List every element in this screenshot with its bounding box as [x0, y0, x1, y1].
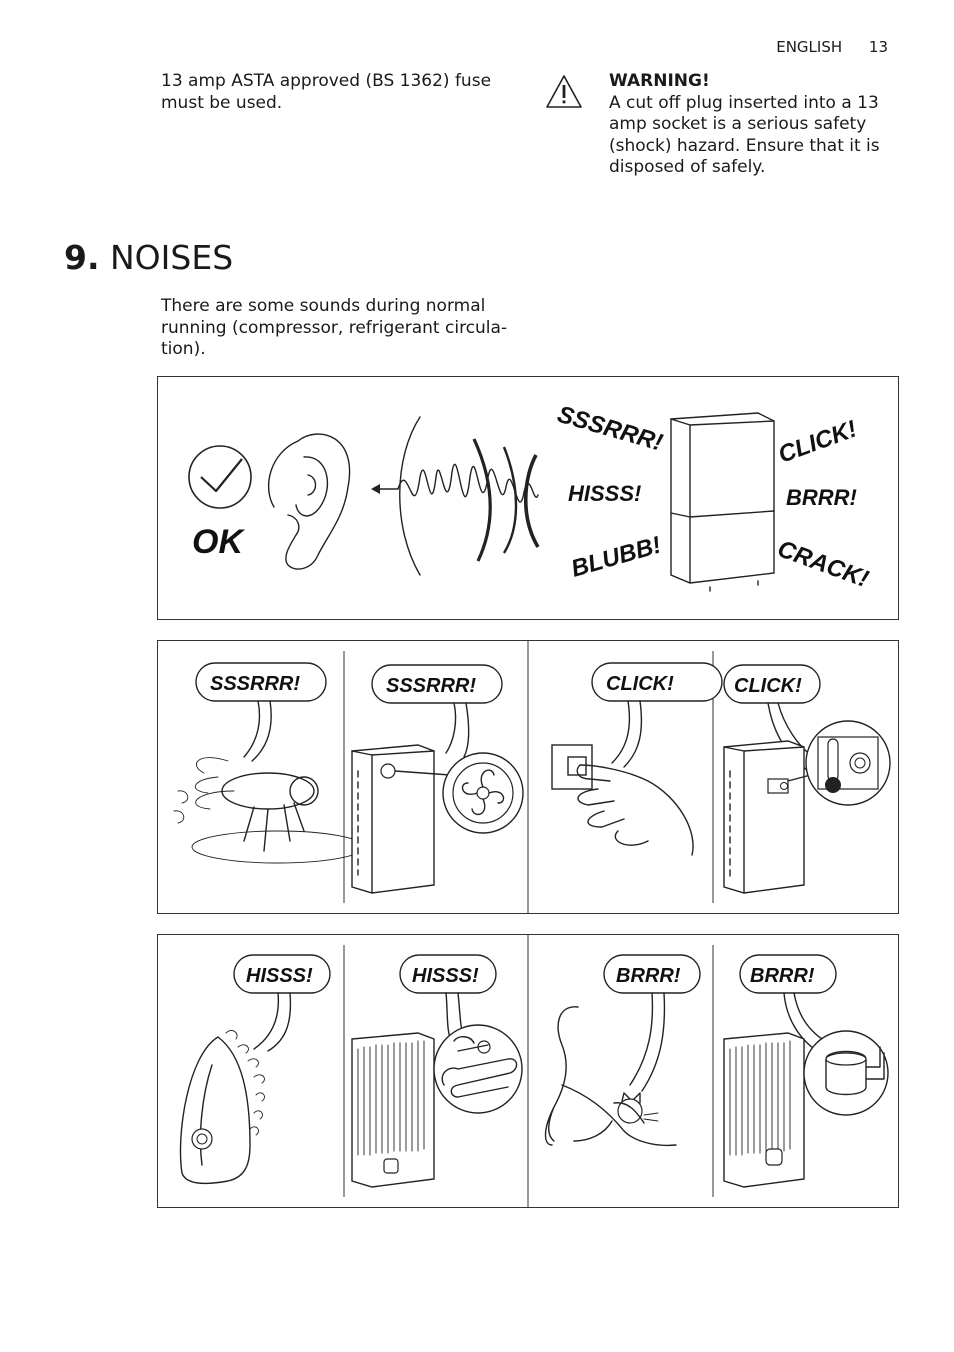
- speech-bubble-text: BRRR!: [616, 965, 681, 987]
- page-number: 13: [868, 38, 888, 56]
- warning-block: [609, 71, 899, 179]
- fridge-compressor-illustration: [724, 955, 888, 1187]
- section-name: NOISES: [110, 238, 234, 277]
- sound-word: CLICK!: [774, 415, 861, 469]
- sound-word: CRACK!: [773, 535, 873, 594]
- section-number: 9.: [64, 238, 100, 277]
- section-title: [64, 238, 233, 277]
- speech-bubble-text: BRRR!: [750, 965, 815, 987]
- warning-title: WARNING!: [609, 71, 710, 91]
- fridge-condenser-illustration: [352, 955, 522, 1187]
- speech-bubble-text: HISSS!: [412, 965, 479, 987]
- speech-bubble-text: SSSRRR!: [210, 673, 301, 695]
- noise-panel-row-1: [157, 640, 899, 914]
- section-intro: There are some sounds during normal running (compressor, refrigerant circula-tion).: [161, 296, 508, 359]
- noise-overview-panel: [157, 376, 899, 620]
- page-header: [776, 38, 888, 56]
- noise-panel-row-2: [157, 934, 899, 1208]
- fridge-fan-illustration: [352, 665, 523, 893]
- ok-label: OK: [192, 523, 243, 561]
- sound-word: BLUBB!: [568, 531, 665, 583]
- speech-bubble-text: SSSRRR!: [386, 675, 477, 697]
- fridge-thermostat-illustration: [724, 665, 890, 893]
- speech-bubble-text: CLICK!: [734, 675, 802, 697]
- sound-word: SSSRRR!: [554, 400, 666, 457]
- sound-word: BRRR!: [786, 485, 857, 510]
- steam-iron-illustration: [181, 955, 331, 1183]
- speech-bubble-text: HISSS!: [246, 965, 313, 987]
- header-language: ENGLISH: [776, 38, 843, 56]
- warning-triangle-icon: [544, 72, 584, 112]
- warning-text: A cut off plug inserted into a 13 amp socket is a serious safety (shock) hazard. Ensure that it is disposed of safely.: [609, 92, 880, 177]
- speech-bubble-text: CLICK!: [606, 673, 674, 695]
- sound-wave-icon: [371, 417, 538, 575]
- fuse-text: 13 amp ASTA approved (BS 1362) fuse must be used.: [161, 71, 492, 113]
- check-circle-icon: [189, 446, 251, 508]
- ear-icon: [269, 434, 350, 569]
- fridge-icon: [671, 413, 774, 591]
- sound-word: HISSS!: [568, 481, 642, 506]
